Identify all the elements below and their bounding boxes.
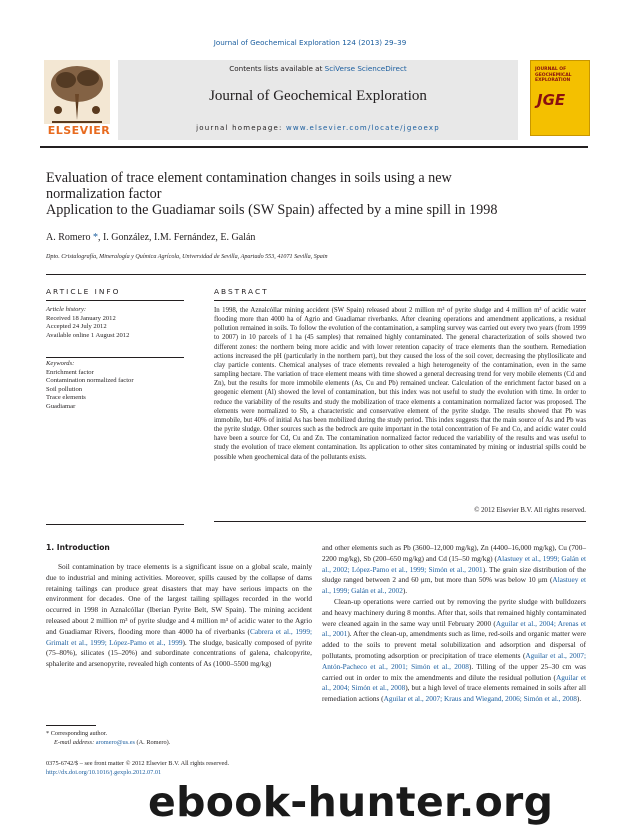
history-label: Article history: — [46, 306, 87, 313]
citation-link[interactable]: Cabrera et al., 1999; Grimalt et al., 1999; López-Pamo et al., 1999 — [46, 626, 313, 647]
header-rule — [40, 146, 588, 148]
cover-abbrev: JGE — [537, 91, 566, 109]
abstract-rule — [214, 300, 586, 301]
email-label: E-mail address: — [54, 738, 96, 746]
footnote-email — [46, 739, 316, 748]
body-column-right — [322, 543, 586, 705]
doi-link[interactable]: http://dx.doi.org/10.1016/j.gexplo.2012.07.01 — [46, 768, 162, 776]
sciencedirect-link[interactable]: SciVerse ScienceDirect — [324, 64, 407, 73]
article-title — [46, 170, 586, 218]
text-run: ). The grain size distribution of the sludge ranged between 2 and 60 μm, but more than 50% was below 10 μm ( — [322, 564, 587, 585]
paragraph — [46, 562, 312, 670]
keyword: Contamination normalized factor — [46, 377, 134, 385]
citation-link[interactable]: Aguilar et al., 2007; Antón-Pacheco et al., 2001; Simón et al., 2008 — [322, 650, 586, 671]
affiliation: Dpto. Cristalografía, Mineralogía y Química Agrícola, Universidad de Sevilla, Apartado 553, 41071 Sevilla, Spain — [46, 254, 328, 260]
keyword: Guadiamar — [46, 402, 76, 410]
text-run: ), but a high level of trace elements remained in soils after all remediation actions ( — [322, 683, 586, 704]
section-heading-introduction: 1. Introduction — [46, 543, 110, 552]
article-info-bottom-rule — [46, 524, 184, 525]
title-line: Evaluation of trace element contamination changes in soils using a new — [46, 170, 452, 186]
corresponding-label: Corresponding author. — [50, 730, 108, 737]
author-names: , I. González, I.M. Fernández, E. Galán — [97, 232, 256, 243]
paragraph — [322, 543, 586, 597]
abstract-text: In 1998, the Aznalcóllar mining accident (SW Spain) released about 2 million m³ of pyrite sludge and 4 million m³ of acidic water flooding more than 4000 ha of Agrio and Guadiamar riverbanks. After cleaning operations and amendment applications, a residual pollution remained in soils. To follow the evolution of the contamination, a sampling survey was carried out every two years (from 1999 to 2007) in 10 parcels of 1 ha (45 samples) that remained highly contaminated. The general characterization of soils showed two different zones: the northern being more acidic and with lower retention capacity of trace elements than the southern. Remediation actions increased the pH (particularly in the northern part), but they caused the loss of the soil cover, decreasing the phyllosilicate and clay particle contents. Chemical analyses of trace elements revealed a high heterogeneity of the contamination, even in the same sampling hectare. The variation of trace element means with time showed a general decreasing trend for very mobile elements (Cd and Zn), but the results for more immobile elements (As, Cu and Pb) remained unclear. Calculation of the enrichment factor based on a geogenic element (Al) showed the level of contamination, but this index was not useful to study the evolution with time. In order to reduce the variability of the results and study the mobilization of trace elements a contamination normalized factor was proposed. The elements were normalized to Sb, a characteristic and conservative element of the pyrite sludge. The results showed that Pb was immobile, but 40% of initial As has been mobilized during the study period. This index suggests that the main source of As and Pb was the pyrite sludge. Other sources such as the bedrock are quite important in the total concentration of Fe and Co, and acidic water could have been a source for Cd, Cu and Zn. The contamination normalized factor reduced the variability of the results and was useful to study the evolution of trace element contamination. Its application to other sites contaminated by mining or industrial spills could be possible when geochemical data of the pollutants exists. — [214, 307, 586, 461]
keyword: Soil pollution — [46, 385, 83, 393]
keywords-label: Keywords: — [46, 360, 75, 367]
citation-link[interactable]: Aguilar et al., 2004; Simón et al., 2008 — [322, 672, 586, 693]
article-info-heading: ARTICLE INFO — [46, 287, 121, 296]
text-run: ). — [576, 694, 582, 704]
text-run: Soil contamination by trace elements is a significant issue on a global scale, mainly due to industrial and mining activities. Moreover, spills caused by the collapse of dams retaining tailings can produce great disasters that may have serious impacts on the environment for decades. One of the largest tailing spillages recorded in the world occurred in 1998 in Aznalcóllar (Iberian Pyrite Belt, SW Spain). The mining accident released about 2 million m³ of pyrite sludge and 4 million m³ of acidic water to the Agrio and Guadiamar Rivers, flooding more than 4000 ha of riverbanks ( — [46, 562, 312, 636]
footnote — [46, 730, 316, 747]
email-link[interactable]: aromero@us.es — [95, 738, 135, 746]
keywords-rule — [46, 357, 184, 358]
contents-line — [118, 64, 518, 73]
corresponding-author-link[interactable]: * — [92, 232, 98, 243]
text-run: ). — [402, 586, 408, 596]
citation-link[interactable]: Alastuey et al., 1999; Galán et al., 2002 — [322, 575, 586, 596]
text-run: ). The sludge, basically composed of pyrite (75–80%), silicates (15–20%) and subordinate concentrations of galena, chalcopyrite, sphalerite and arsenopyrite, revealed high contents of As (1000–5500 mg/kg) — [46, 637, 312, 669]
text-run: and other elements such as Pb (3600–12,000 mg/kg), Zn (4400–16,000 mg/kg), Cu (700–2200 mg/kg), Sb (200–650 mg/kg) and Cd (15–50 mg/kg) ( — [322, 543, 586, 563]
keyword: Trace elements — [46, 394, 86, 402]
author-name: A. Romero — [46, 232, 91, 243]
citation-link[interactable]: Aguilar et al., 2004; Arenas et al., 2001 — [322, 618, 586, 639]
article-info-rule — [46, 300, 184, 301]
abstract-heading: ABSTRACT — [214, 287, 269, 296]
footnote-rule — [46, 725, 96, 726]
watermark-text: ebook-hunter.org — [148, 778, 554, 826]
banner-center — [118, 60, 518, 140]
body-column-left — [46, 562, 312, 670]
text-run: ). Tilling of the upper 25–30 cm was carried out in order to mix the amendments and dilute the residual pollution ( — [322, 661, 586, 682]
keywords — [46, 357, 186, 412]
elsevier-wordmark: ELSEVIER — [47, 124, 111, 137]
elsevier-tree-icon — [44, 60, 110, 124]
text-run: ). After the clean-up, amendments such as lime, red-soils and organic matter were added to the soils to prevent metal solubilization and adsorption and dispersal of pollutants, promoting adsorption or precipitation of trace elements ( — [322, 629, 586, 660]
issn-block — [46, 760, 346, 777]
journal-cover-image[interactable] — [530, 60, 590, 136]
footnote-mark: * — [46, 730, 50, 737]
issn-line: 0375-6742/$ – see front matter © 2012 Elsevier B.V. All rights reserved. — [46, 760, 230, 767]
title-line: Application to the Guadiamar soils (SW Spain) affected by a mine spill in 1998 — [46, 202, 498, 218]
journal-banner — [40, 60, 588, 140]
homepage-prefix: journal homepage: — [196, 124, 286, 132]
abstract-bottom-rule — [214, 521, 586, 522]
title-line: normalization factor — [46, 186, 162, 202]
citation-link[interactable]: Aguilar et al., 2007; Kraus and Wiegand, 2006; Simón et al., 2008 — [383, 694, 577, 704]
footnote-corresponding — [46, 730, 316, 739]
authors — [46, 232, 255, 243]
homepage-line — [118, 124, 518, 132]
cover-title: JOURNAL OF GEOCHEMICAL EXPLORATION — [535, 67, 572, 83]
history-item: Accepted 24 July 2012 — [46, 323, 107, 331]
email-suffix: (A. Romero). — [134, 738, 171, 746]
history-item: Received 18 January 2012 — [46, 314, 116, 322]
title-rule — [46, 274, 586, 275]
elsevier-logo[interactable] — [44, 60, 110, 140]
journal-reference[interactable]: Journal of Geochemical Exploration 124 (2013) 29–39 — [213, 38, 407, 47]
abstract-copyright: © 2012 Elsevier B.V. All rights reserved. — [474, 507, 586, 514]
paragraph — [322, 597, 586, 705]
contents-prefix: Contents lists available at — [229, 64, 325, 73]
keyword: Enrichment factor — [46, 368, 94, 376]
citation-link[interactable]: Alastuey et al., 1999; Galán et al., 2002; López-Pamo et al., 1999; Simón et al., 2001 — [322, 553, 586, 574]
article-history — [46, 306, 186, 340]
history-item: Available online 1 August 2012 — [46, 331, 130, 339]
homepage-link[interactable]: www.elsevier.com/locate/jgeoexp — [285, 124, 440, 132]
journal-title: Journal of Geochemical Exploration — [209, 88, 427, 104]
text-run: Clean-up operations were carried out by removing the pyrite sludge with bulldozers and heavy machinery during 8 months. After that, soils that remained highly contaminated were cleaned again in the same way until February 2000 ( — [322, 596, 586, 628]
